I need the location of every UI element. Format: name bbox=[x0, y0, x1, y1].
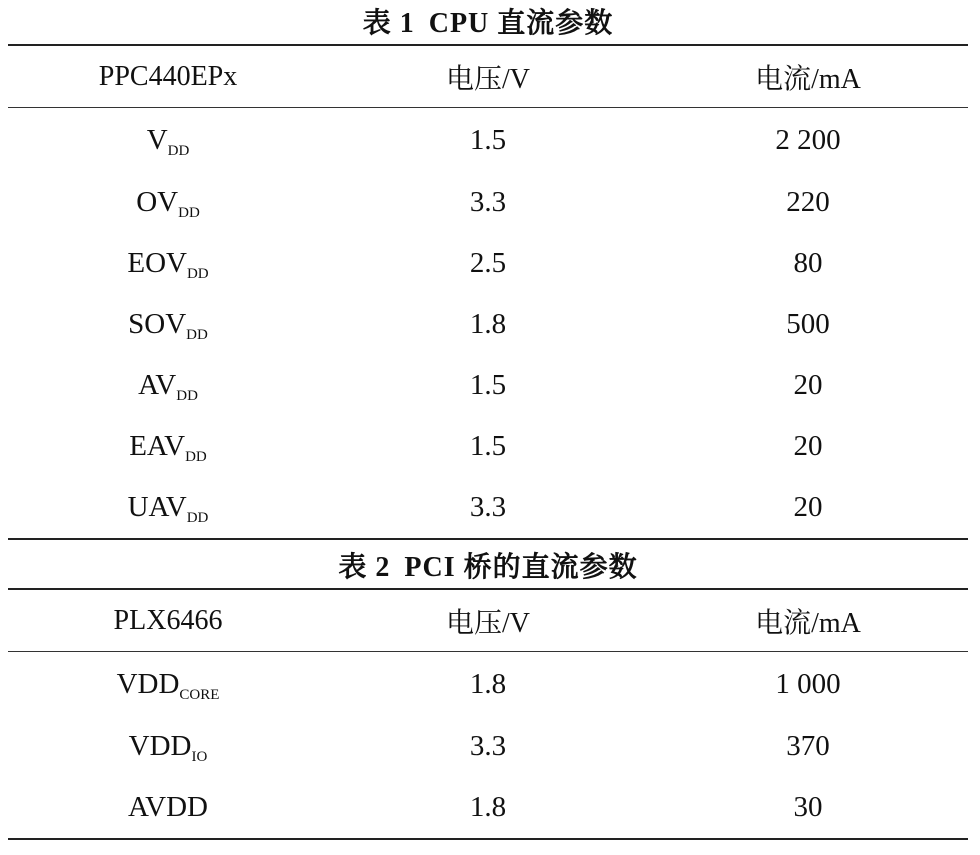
row-current: 20 bbox=[793, 369, 823, 401]
table-1-caption-number: 表 1 bbox=[362, 8, 415, 39]
row-current: 20 bbox=[648, 477, 968, 539]
row-current: 370 bbox=[786, 730, 830, 762]
row-voltage: 3.3 bbox=[469, 186, 507, 218]
table-2-block bbox=[8, 548, 968, 840]
header-voltage: 电压/V bbox=[328, 589, 648, 652]
row-current: 30 bbox=[648, 777, 968, 839]
table-header-row bbox=[8, 45, 968, 108]
row-name-main: EAV bbox=[129, 430, 186, 462]
row-name-main: VDD bbox=[116, 667, 180, 700]
row-name-sub: DD bbox=[186, 327, 208, 343]
row-name-sub: DD bbox=[178, 205, 200, 221]
row-name-main: OV bbox=[136, 186, 179, 218]
row-voltage: 1.5 bbox=[469, 430, 507, 462]
pci-bridge-dc-parameters-table bbox=[8, 588, 968, 840]
row-current: 1 000 bbox=[775, 667, 841, 700]
header-voltage: 电压/V bbox=[328, 45, 648, 108]
row-name-sub: DD bbox=[186, 510, 209, 526]
row-voltage: 1.5 bbox=[469, 123, 507, 156]
table-row bbox=[8, 652, 968, 717]
row-name-sub: CORE bbox=[179, 686, 220, 703]
row-name bbox=[8, 294, 328, 355]
row-current: 80 bbox=[793, 247, 823, 279]
table-2-caption-text: PCI 桥的直流参数 bbox=[404, 552, 638, 583]
header-device: PLX6466 bbox=[8, 589, 328, 652]
row-current: 20 bbox=[793, 430, 823, 462]
row-current: 220 bbox=[786, 186, 830, 218]
table-row bbox=[8, 108, 968, 173]
table-row bbox=[8, 172, 968, 233]
table-header-row bbox=[8, 589, 968, 652]
table-row bbox=[8, 716, 968, 777]
row-name bbox=[8, 108, 328, 173]
row-name bbox=[8, 716, 328, 777]
row-name bbox=[8, 172, 328, 233]
row-name bbox=[8, 777, 328, 839]
table-1-caption-text: CPU 直流参数 bbox=[428, 8, 614, 39]
row-voltage: 3.3 bbox=[328, 477, 648, 539]
table-row bbox=[8, 477, 968, 539]
row-name-main: AV bbox=[138, 369, 177, 401]
cpu-dc-parameters-table bbox=[8, 44, 968, 540]
row-name bbox=[8, 477, 328, 539]
row-name-main: V bbox=[146, 123, 168, 156]
row-name-sub: DD bbox=[186, 266, 209, 282]
row-name-sub: DD bbox=[167, 142, 190, 159]
row-name-main: UAV bbox=[127, 491, 187, 523]
row-name bbox=[8, 652, 328, 717]
row-voltage: 1.8 bbox=[469, 308, 507, 340]
table-1-caption bbox=[8, 4, 968, 44]
row-voltage: 1.8 bbox=[328, 777, 648, 839]
row-name-main: SOV bbox=[128, 308, 187, 340]
table-row bbox=[8, 233, 968, 294]
row-voltage: 2.5 bbox=[469, 247, 507, 279]
header-current: 电流/mA bbox=[648, 45, 968, 108]
row-name bbox=[8, 416, 328, 477]
row-voltage: 1.8 bbox=[469, 667, 507, 700]
table-row bbox=[8, 416, 968, 477]
row-voltage: 1.5 bbox=[469, 369, 507, 401]
row-current: 2 200 bbox=[775, 123, 841, 156]
table-row bbox=[8, 355, 968, 416]
row-name-sub: DD bbox=[176, 388, 198, 404]
header-device: PPC440EPx bbox=[8, 45, 328, 108]
row-current: 500 bbox=[786, 308, 830, 340]
row-name-main: EOV bbox=[127, 247, 187, 279]
table-2-caption bbox=[8, 548, 968, 588]
table-2-caption-number: 表 2 bbox=[338, 552, 391, 583]
table-1-block bbox=[8, 4, 968, 540]
row-name-main: VDD bbox=[128, 730, 192, 762]
row-voltage: 3.3 bbox=[469, 730, 507, 762]
row-name-sub: DD bbox=[185, 449, 207, 465]
table-row bbox=[8, 294, 968, 355]
row-name bbox=[8, 233, 328, 294]
row-name-main: AVDD bbox=[127, 791, 209, 823]
row-name bbox=[8, 355, 328, 416]
table-row bbox=[8, 777, 968, 839]
header-current: 电流/mA bbox=[648, 589, 968, 652]
row-name-sub: IO bbox=[191, 749, 208, 765]
